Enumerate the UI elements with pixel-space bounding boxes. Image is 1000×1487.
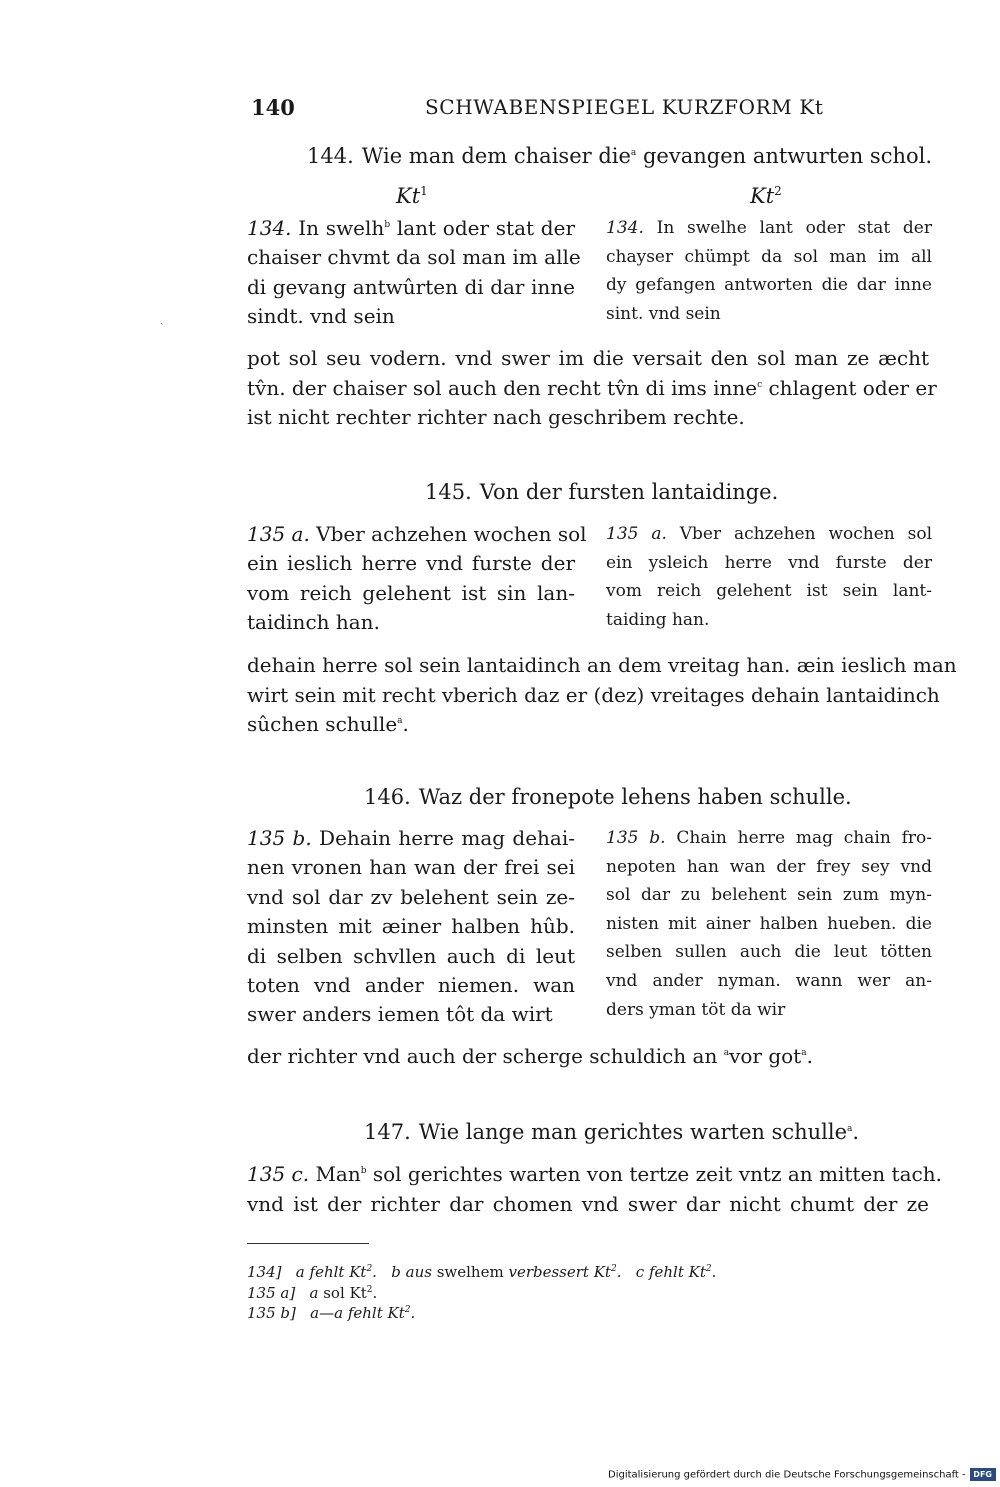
kt1-text-135a — [247, 520, 587, 638]
text-line: 134. In swelh$^b$ lant oder stat der — [247, 216, 575, 240]
column-label-kt2: Kt$^2$ — [750, 184, 782, 208]
text-line: nen vronen han wan der frei sei — [247, 855, 575, 880]
text-line: dehain herre sol sein lantaidinch an dem vreitag han. æin ieslich man — [247, 653, 957, 677]
body-text-146 — [247, 1042, 929, 1072]
dfg-logo-icon: DFG — [970, 1468, 996, 1481]
column-label-kt1: Kt$^1$ — [396, 184, 428, 208]
text-line: swer anders iemen tôt da wirt — [247, 1002, 553, 1027]
running-title: SCHWABENSPIEGEL KURZFORM Kt — [425, 95, 824, 119]
kt2-text-135a — [606, 520, 932, 634]
text-line: ist nicht rechter richter nach geschribem rechte. — [247, 405, 745, 429]
stray-mark: ˎ — [160, 314, 164, 325]
footnote-135a: 135 a] a sol Kt$^2$. — [247, 1283, 378, 1302]
text-line: sindt. vnd sein — [247, 304, 395, 329]
text-line: 135 a. Vber achzehen wochen sol — [606, 524, 933, 544]
text-line: taiding han. — [606, 609, 710, 630]
page-number: 140 — [251, 95, 295, 120]
text-line: nisten mit ainer halben hueben. die — [606, 913, 932, 934]
section-heading-145: 145. Von der fursten lantaidinge. — [425, 480, 779, 504]
text-line: chayser chümpt da sol man im all — [606, 246, 932, 267]
text-line: 135 b. Dehain herre mag dehai- — [247, 826, 575, 850]
body-text-145 — [247, 651, 957, 740]
text-line: 135 a. Vber achzehen wochen sol — [247, 522, 587, 546]
text-line: 134. In swelhe lant oder stat der — [606, 218, 932, 238]
text-line: toten vnd ander niemen. wan — [247, 973, 575, 998]
text-line: minsten mit æiner halben hûb. — [247, 914, 575, 939]
text-line: ein ieslich herre vnd furste der — [247, 551, 575, 576]
text-line: vnd ander nyman. wann wer an- — [606, 970, 932, 991]
footnote-135b: 135 b] a—a fehlt Kt$^2$. — [247, 1304, 416, 1322]
text-line: vom reich gelehent ist sein lant- — [606, 581, 932, 602]
footnotes — [247, 1262, 716, 1324]
section-heading-146: 146. Waz der fronepote lehens haben schulle. — [364, 785, 852, 809]
kt1-text-134 — [247, 214, 581, 332]
text-line: nepoten han wan der frey sey vnd — [606, 856, 932, 877]
text-line: vnd ist der richter dar chomen vnd swer dar nicht chumt der ze — [247, 1191, 929, 1216]
text-line: sol dar zu belehent sein zum myn- — [606, 885, 932, 906]
text-line: dy gefangen antworten die dar inne — [606, 275, 932, 296]
footnote-134: 134] a fehlt Kt$^2$. b aus swelhem verbessert Kt$^2$. c fehlt Kt$^2$. — [247, 1263, 717, 1281]
text-line: sûchen schulle$^a$. — [247, 712, 409, 736]
text-line: 135 c. Man$^b$ sol gerichtes warten von tertze zeit vntz an mitten tach. — [247, 1162, 942, 1186]
text-line: vnd sol dar zv belehent sein ze- — [247, 884, 575, 909]
kt2-text-134 — [606, 214, 932, 328]
body-text-147 — [247, 1160, 942, 1219]
text-line: di selben schvllen auch di leut — [247, 943, 575, 968]
text-line: sint. vnd sein — [606, 303, 721, 324]
digitization-credit: Digitalisierung gefördert durch die Deutsche Forschungsgemeinschaft - DFG — [608, 1468, 996, 1481]
text-line: selben sullen auch die leut tötten — [606, 942, 932, 963]
text-line: der richter vnd auch der scherge schuldich an $^a$vor got$^a$. — [247, 1044, 813, 1068]
kt1-text-135b — [247, 824, 575, 1030]
footnote-rule — [247, 1243, 369, 1244]
body-text-144 — [247, 344, 937, 433]
text-line: wirt sein mit recht vberich daz er (dez) vreitages dehain lantaidinch — [247, 682, 940, 707]
text-line: ders yman töt da wir — [606, 999, 786, 1020]
text-line: 135 b. Chain herre mag chain fro- — [606, 828, 932, 848]
section-heading-147: 147. Wie lange man gerichtes warten schulle$^a$. — [364, 1120, 860, 1144]
text-line: chaiser chvmt da sol man im alle — [247, 245, 581, 270]
section-heading-144: 144. Wie man dem chaiser die$^a$ gevangen antwurten schol. — [307, 144, 933, 168]
running-head — [247, 95, 933, 125]
kt2-text-135b — [606, 824, 932, 1024]
text-line: vom reich gelehent ist sin lan- — [247, 580, 575, 605]
text-line: taidinch han. — [247, 610, 380, 635]
text-line: pot sol seu vodern. vnd swer im die versait den sol man ze æcht — [247, 346, 929, 370]
text-line: ein ysleich herre vnd furste der — [606, 552, 932, 573]
text-line: di gevang antwûrten di dar inne — [247, 274, 575, 299]
text-line: tv̂n. der chaiser sol auch den recht tv̂n di ims inne$^c$ chlagent oder er — [247, 375, 937, 400]
